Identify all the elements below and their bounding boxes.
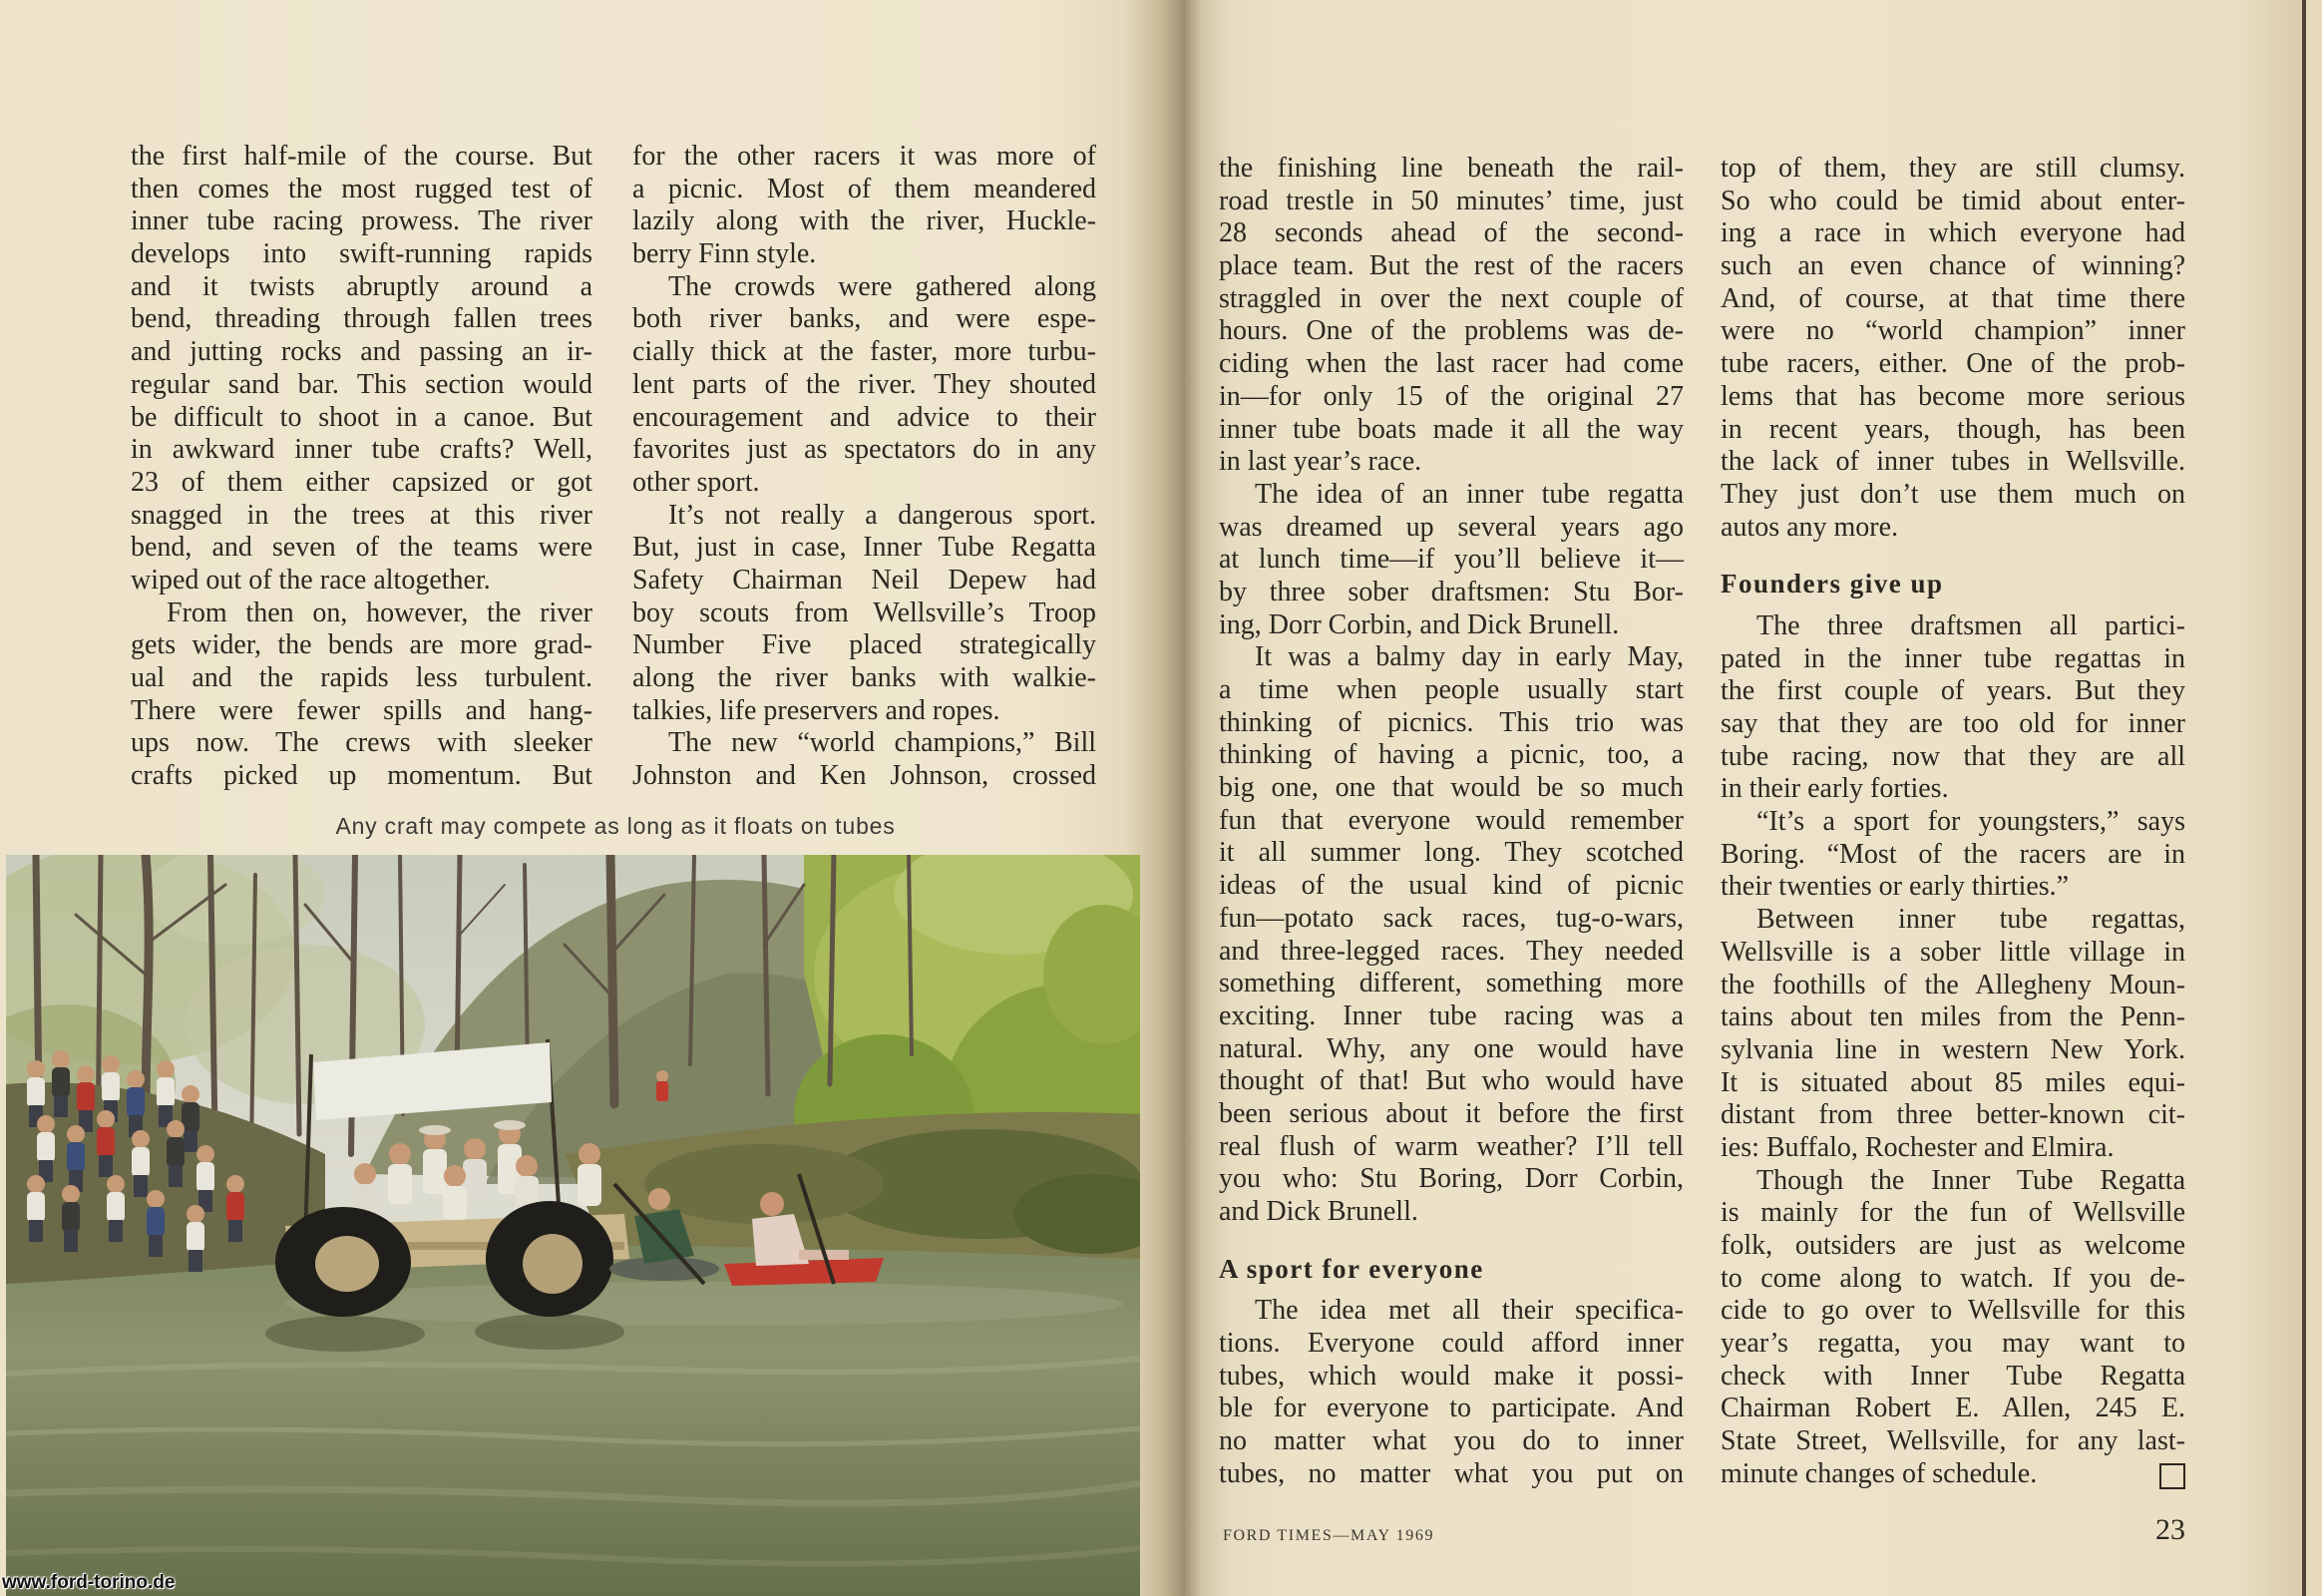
text-line: Boring. “Most of the racers are in (1721, 838, 2185, 870)
paragraph (1721, 904, 2185, 1165)
scan-margin (2306, 0, 2322, 1596)
text-line: the finishing line beneath the rail- (1219, 153, 1684, 184)
text-line: thought of that! But who would have (1219, 1065, 1684, 1097)
text-line: exciting. Inner tube racing was a (1219, 999, 1684, 1031)
text-line: snagged in the trees at this river (131, 499, 592, 531)
paragraph (1219, 641, 1684, 1228)
text-line: for the other racers it was more of (632, 141, 1096, 172)
text-line: it all summer long. They scotched (1219, 837, 1684, 869)
paragraph (1721, 153, 2185, 544)
text-line: is mainly for the fun of Wellsville (1721, 1197, 2185, 1229)
text-line: The idea of an inner tube regatta (1255, 478, 1684, 510)
text-line: and it twists abruptly around a (131, 270, 592, 302)
text-line: and jutting rocks and passing an ir- (131, 336, 592, 368)
text-line: were no “world champion” inner (1721, 315, 2185, 347)
text-line: then comes the most rugged test of (131, 173, 592, 204)
text-line: lazily along with the river, Huckle- (632, 205, 1096, 237)
text-line: crafts picked up momentum. But (131, 760, 592, 792)
text-line: folk, outsiders are just as welcome (1721, 1230, 2185, 1261)
tire (275, 1207, 411, 1317)
text-line: tube racers, either. One of the prob- (1721, 348, 2185, 380)
text-line: It was a balmy day in early May, (1255, 641, 1684, 673)
text-line: 23 of them either capsized or got (131, 466, 592, 498)
text-line: Wellsville is a sober little village in (1721, 936, 2185, 968)
paragraph (1721, 1165, 2185, 1491)
regatta-photo-illustration (6, 855, 1140, 1596)
regatta-photo (6, 855, 1140, 1596)
text-line: The crowds were gathered along (668, 270, 1096, 302)
text-line: It is situated about 85 miles equi- (1721, 1066, 2185, 1098)
text-line: road trestle in 50 minutes’ time, just (1219, 185, 1684, 216)
text-column-3 (1219, 153, 1684, 1491)
text-line: inner tube boats made it all the way (1219, 413, 1684, 445)
text-line: fun that everyone would remember (1219, 804, 1684, 836)
paragraph (632, 271, 1096, 500)
text-column-4 (1721, 153, 2185, 1491)
text-line: The three draftsmen all partici- (1756, 609, 2185, 641)
text-line: a time when people usually start (1219, 674, 1684, 705)
text-line: was dreamed up several years ago (1219, 511, 1684, 543)
text-line: boy scouts from Wellsville’s Troop (632, 597, 1096, 628)
paragraph (1219, 153, 1684, 479)
paragraph (1721, 610, 2185, 806)
text-line: regular sand bar. This section would (131, 368, 592, 400)
text-line: natural. Why, any one would have (1219, 1032, 1684, 1064)
text-line: the foothills of the Allegheny Moun- (1721, 969, 2185, 1000)
text-line: develops into swift-running rapids (131, 238, 592, 270)
text-line: the first half-mile of the course. But (131, 141, 592, 172)
text-column-1 (131, 141, 592, 793)
text-line: ups now. The crews with sleeker (131, 727, 592, 759)
section-heading: Founders give up (1721, 569, 1944, 599)
text-line: It’s not really a dangerous sport. (668, 499, 1096, 531)
text-line: top of them, they are still clumsy. (1721, 153, 2185, 184)
text-line: no matter what you do to inner (1219, 1425, 1684, 1457)
text-line: thinking of picnics. This trio was (1219, 706, 1684, 738)
text-line: The idea met all their specifica- (1255, 1295, 1684, 1327)
text-line: at lunch time—if you’ll believe it— (1219, 544, 1684, 576)
text-line: and three-legged races. They needed (1219, 935, 1684, 967)
text-line: both river banks, and were espe- (632, 303, 1096, 335)
text-line: State Street, Wellsville, for any last- (1721, 1425, 2185, 1457)
paragraph (131, 598, 592, 793)
text-line: fun—potato sack races, tug-o-wars, (1219, 902, 1684, 934)
text-line: ies: Buffalo, Rochester and Elmira. (1721, 1131, 2115, 1163)
text-line: They just don’t use them much on (1721, 478, 2185, 510)
text-line: But, just in case, Inner Tube Regatta (632, 532, 1096, 564)
text-line: distant from three better-known cit- (1721, 1099, 2185, 1131)
text-line: say that they are too old for inner (1721, 708, 2185, 739)
text-line: From then on, however, the river (167, 597, 592, 628)
end-of-article-box (2159, 1463, 2185, 1489)
text-line: ing a race in which everyone had (1721, 217, 2185, 249)
paragraph (131, 141, 592, 598)
text-line: pated in the inner tube regattas in (1721, 642, 2185, 674)
watermark: www.ford-torino.de (2, 1572, 176, 1593)
text-line: gets wider, the bends are more grad- (131, 629, 592, 661)
text-line: encouragement and advice to their (632, 401, 1096, 433)
text-line: bend, and seven of the teams were (131, 532, 592, 564)
text-line: in awkward inner tube crafts? Well, (131, 434, 592, 466)
text-line: So who could be timid about enter- (1721, 185, 2185, 216)
text-line: cially thick at the faster, more turbu- (632, 336, 1096, 368)
text-line: lent parts of the river. They shouted (632, 368, 1096, 400)
text-line: ing, Dorr Corbin, and Dick Brunell. (1219, 608, 1620, 640)
text-line: sylvania line in western New York. (1721, 1033, 2185, 1065)
page-number: 23 (2155, 1513, 2185, 1546)
text-line: wiped out of the race altogether. (131, 564, 491, 596)
paragraph (632, 141, 1096, 271)
text-line: favorites just as spectators do in any (632, 434, 1096, 466)
text-line: in recent years, though, has been (1721, 413, 2185, 445)
text-line: minute changes of schedule. (1721, 1457, 2038, 1489)
paragraph (632, 500, 1096, 728)
text-line: cide to go over to Wellsville for this (1721, 1295, 2185, 1327)
text-line: along the river banks with walkie- (632, 662, 1096, 693)
tire (486, 1201, 613, 1317)
text-line: ual and the rapids less turbulent. (131, 662, 592, 693)
text-line: ble for everyone to participate. And (1219, 1393, 1684, 1424)
text-line: straggled in over the next couple of (1219, 282, 1684, 314)
text-line: There were fewer spills and hang- (131, 694, 592, 726)
text-line: tubes, which would make it possi- (1219, 1360, 1684, 1392)
text-line: talkies, life preservers and ropes. (632, 694, 1000, 726)
text-line: Between inner tube regattas, (1756, 904, 2185, 936)
paragraph (632, 727, 1096, 792)
text-line: And, of course, at that time there (1721, 282, 2185, 314)
text-line: in last year’s race. (1219, 446, 1422, 478)
photo-caption: Any craft may compete as long as it floats on tubes (335, 813, 896, 839)
text-line: “It’s a sport for youngsters,” says (1756, 806, 2185, 838)
text-line: in—for only 15 of the original 27 (1219, 380, 1684, 412)
text-line: The new “world champions,” Bill (668, 727, 1096, 759)
text-line: Chairman Robert E. Allen, 245 E. (1721, 1393, 2185, 1424)
text-line: place team. But the rest of the racers (1219, 250, 1684, 282)
publication-footer: FORD TIMES—MAY 1969 (1223, 1527, 1435, 1544)
text-line: big one, one that would be so much (1219, 772, 1684, 804)
text-line: in their early forties. (1721, 773, 1949, 805)
text-line: the lack of inner tubes in Wellsville. (1721, 446, 2185, 478)
text-line: lems that has become more serious (1721, 380, 2185, 412)
text-line: Johnston and Ken Johnson, crossed (632, 760, 1096, 792)
text-line: year’s regatta, you may want to (1721, 1328, 2185, 1360)
text-line: autos any more. (1721, 511, 1899, 543)
text-line: real flush of warm weather? I’ll tell (1219, 1130, 1684, 1162)
text-line: Number Five placed strategically (632, 629, 1096, 661)
paragraph (1721, 806, 2185, 904)
text-line: other sport. (632, 466, 760, 498)
paragraph (1219, 1295, 1684, 1490)
text-line: ideas of the usual kind of picnic (1219, 870, 1684, 902)
text-line: by three sober draftsmen: Stu Bor- (1219, 576, 1684, 607)
text-line: be difficult to shoot in a canoe. But (131, 401, 592, 433)
text-line: inner tube racing prowess. The river (131, 205, 592, 237)
text-line: 28 seconds ahead of the second- (1219, 217, 1684, 249)
text-line: their twenties or early thirties.” (1721, 871, 2070, 903)
text-line: tions. Everyone could afford inner (1219, 1328, 1684, 1360)
text-line: such an even chance of winning? (1721, 250, 2185, 282)
text-line: tains about ten miles from the Penn- (1721, 1001, 2185, 1033)
text-line: Safety Chairman Neil Depew had (632, 564, 1096, 596)
text-line: Though the Inner Tube Regatta (1756, 1164, 2185, 1196)
text-line: hours. One of the problems was de- (1219, 315, 1684, 347)
text-line: thinking of having a picnic, too, a (1219, 739, 1684, 771)
text-line: ciding when the last racer had come (1219, 348, 1684, 380)
text-line: to come along to watch. If you de- (1721, 1262, 2185, 1294)
text-line: bend, threading through fallen trees (131, 303, 592, 335)
section-heading: A sport for everyone (1219, 1253, 1484, 1284)
text-line: you who: Stu Boring, Dorr Corbin, (1219, 1163, 1684, 1195)
text-line: tubes, no matter what you put on (1219, 1457, 1684, 1489)
paragraph (1219, 479, 1684, 641)
text-column-2 (632, 141, 1096, 793)
text-line: tube racing, now that they are all (1721, 740, 2185, 772)
text-line: the first couple of years. But they (1721, 675, 2185, 707)
text-line: berry Finn style. (632, 238, 817, 270)
text-line: been serious about it before the first (1219, 1097, 1684, 1129)
text-line: and Dick Brunell. (1219, 1196, 1418, 1227)
text-line: check with Inner Tube Regatta (1721, 1360, 2185, 1392)
text-line: something different, something more (1219, 968, 1684, 999)
text-line: a picnic. Most of them meandered (632, 173, 1096, 204)
